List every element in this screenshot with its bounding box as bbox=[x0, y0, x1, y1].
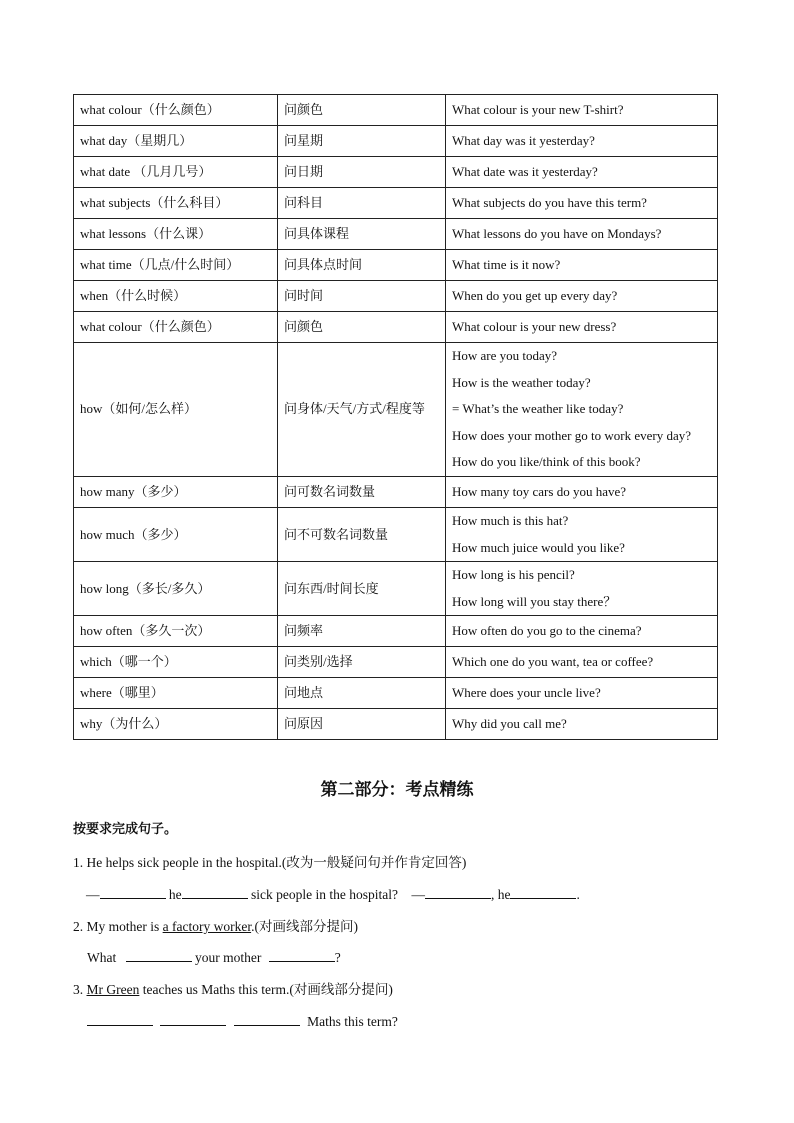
table-row bbox=[74, 507, 718, 561]
answer-blank[interactable] bbox=[510, 884, 576, 899]
example-sentence: What colour is your new dress? bbox=[452, 318, 617, 334]
example-sentence: What day was it yesterday? bbox=[452, 132, 595, 148]
example-cell bbox=[446, 476, 718, 507]
question-word-cell: what colour（什么颜色） bbox=[74, 95, 278, 126]
example-cell bbox=[446, 562, 718, 616]
table-row bbox=[74, 157, 718, 188]
answer-blank[interactable] bbox=[182, 884, 248, 899]
example-cell bbox=[446, 250, 718, 281]
usage-cell: 问具体点时间 bbox=[278, 250, 446, 281]
example-cell bbox=[446, 95, 718, 126]
table-row bbox=[74, 219, 718, 250]
table-row bbox=[74, 250, 718, 281]
example-sentence: When do you get up every day? bbox=[452, 287, 618, 303]
example-cell bbox=[446, 507, 718, 561]
table-row bbox=[74, 678, 718, 709]
section-instruction: 按要求完成句子。 bbox=[73, 822, 178, 837]
answer-blank[interactable] bbox=[160, 1011, 226, 1026]
example-cell bbox=[446, 157, 718, 188]
question-word-cell: when（什么时候） bbox=[74, 281, 278, 312]
dash: — bbox=[86, 887, 100, 902]
answer-blank[interactable] bbox=[269, 947, 335, 962]
example-cell bbox=[446, 126, 718, 157]
example-sentence: How much is this hat? bbox=[452, 512, 569, 528]
usage-cell: 问科目 bbox=[278, 188, 446, 219]
example-sentence: How many toy cars do you have? bbox=[452, 483, 627, 499]
exercise-2-text: 2. My mother is bbox=[73, 919, 163, 934]
word-he: he bbox=[168, 887, 182, 902]
usage-cell: 问频率 bbox=[278, 616, 446, 647]
usage-cell: 问具体课程 bbox=[278, 219, 446, 250]
exercise-1-text: 1. He helps sick people in the hospital.(改为一般疑问句并作肯定回答) bbox=[73, 855, 467, 870]
usage-cell: 问原因 bbox=[278, 709, 446, 740]
question-word-cell: how（如何/怎么样） bbox=[74, 343, 278, 477]
question-word-cell: which（哪一个） bbox=[74, 647, 278, 678]
question-word-cell: what lessons（什么课） bbox=[74, 219, 278, 250]
table-row bbox=[74, 95, 718, 126]
exercise-3-answer-line bbox=[87, 1011, 398, 1030]
table-row bbox=[74, 343, 718, 477]
example-cell bbox=[446, 343, 718, 477]
sentence-tail: Maths this term? bbox=[307, 1014, 398, 1029]
table-row bbox=[74, 616, 718, 647]
example-sentence: How do you like/think of this book? bbox=[452, 454, 641, 470]
exercise-2-note: .(对画线部分提问) bbox=[251, 919, 358, 934]
example-cell bbox=[446, 188, 718, 219]
underlined-phrase: a factory worker bbox=[162, 919, 252, 934]
answer-blank[interactable] bbox=[100, 884, 166, 899]
phrase-your-mother: your mother bbox=[195, 950, 262, 965]
dash: — bbox=[411, 887, 425, 902]
question-word-cell: what date （几月几号） bbox=[74, 157, 278, 188]
example-sentence: How long is his pencil? bbox=[452, 567, 575, 583]
usage-cell: 问日期 bbox=[278, 157, 446, 188]
example-sentence: How does your mother go to work every day? bbox=[452, 427, 691, 443]
example-sentence: How long will you stay there？ bbox=[452, 593, 617, 609]
question-word-cell: what colour（什么颜色） bbox=[74, 312, 278, 343]
example-cell bbox=[446, 709, 718, 740]
example-sentence: What time is it now? bbox=[452, 256, 561, 272]
answer-blank[interactable] bbox=[126, 947, 192, 962]
usage-cell: 问颜色 bbox=[278, 312, 446, 343]
exercise-1-answer-line bbox=[86, 884, 580, 903]
table-row bbox=[74, 647, 718, 678]
usage-cell: 问不可数名词数量 bbox=[278, 507, 446, 561]
question-word-cell: why（为什么） bbox=[74, 709, 278, 740]
usage-cell: 问身体/天气/方式/程度等 bbox=[278, 343, 446, 477]
table-row bbox=[74, 281, 718, 312]
table-row bbox=[74, 709, 718, 740]
example-sentence: Which one do you want, tea or coffee? bbox=[452, 654, 654, 670]
example-cell bbox=[446, 647, 718, 678]
example-cell bbox=[446, 312, 718, 343]
exercise-3-number: 3. bbox=[73, 982, 87, 997]
exercise-1 bbox=[73, 851, 466, 871]
example-sentence: What subjects do you have this term? bbox=[452, 194, 647, 210]
exercise-3-text: teaches us Maths this term.(对画线部分提问) bbox=[139, 982, 393, 997]
word-what: What bbox=[87, 950, 117, 965]
example-sentence: Why did you call me? bbox=[452, 716, 567, 732]
exercise-3 bbox=[73, 978, 393, 998]
example-cell bbox=[446, 219, 718, 250]
usage-cell: 问星期 bbox=[278, 126, 446, 157]
example-sentence: How is the weather today? bbox=[452, 374, 591, 390]
question-word-table bbox=[73, 94, 718, 740]
period: . bbox=[576, 887, 580, 902]
question-mark: ? bbox=[334, 950, 341, 965]
question-word-cell: what day（星期几） bbox=[74, 126, 278, 157]
underlined-phrase: Mr Green bbox=[86, 982, 140, 997]
question-word-cell: how often（多久一次） bbox=[74, 616, 278, 647]
usage-cell: 问时间 bbox=[278, 281, 446, 312]
usage-cell: 问地点 bbox=[278, 678, 446, 709]
usage-cell: 问类别/选择 bbox=[278, 647, 446, 678]
answer-blank[interactable] bbox=[234, 1011, 300, 1026]
example-cell bbox=[446, 678, 718, 709]
example-sentence: How are you today? bbox=[452, 348, 558, 363]
example-sentence: = What’s the weather like today? bbox=[452, 401, 624, 417]
table-row bbox=[74, 188, 718, 219]
question-word-cell: what subjects（什么科目） bbox=[74, 188, 278, 219]
example-sentence: How much juice would you like? bbox=[452, 539, 625, 555]
example-sentence: Where does your uncle live? bbox=[452, 685, 601, 701]
question-word-cell: where（哪里） bbox=[74, 678, 278, 709]
answer-blank[interactable] bbox=[87, 1011, 153, 1026]
example-cell bbox=[446, 616, 718, 647]
table-row bbox=[74, 562, 718, 616]
exercise-2-answer-line bbox=[87, 947, 341, 966]
answer-blank[interactable] bbox=[425, 884, 491, 899]
example-sentence: How often do you go to the cinema? bbox=[452, 623, 642, 639]
example-sentence: What date was it yesterday? bbox=[452, 163, 598, 179]
question-word-cell: how long（多长/多久） bbox=[74, 562, 278, 616]
usage-cell: 问东西/时间长度 bbox=[278, 562, 446, 616]
question-word-cell: what time（几点/什么时间） bbox=[74, 250, 278, 281]
example-cell bbox=[446, 281, 718, 312]
example-sentence: What lessons do you have on Mondays? bbox=[452, 225, 662, 241]
question-word-cell: how many（多少） bbox=[74, 476, 278, 507]
example-sentence: What colour is your new T-shirt? bbox=[452, 101, 624, 117]
table-row bbox=[74, 476, 718, 507]
word-he: , he bbox=[490, 887, 511, 902]
section-title: 第二部分：考点精练 bbox=[320, 780, 474, 800]
exercise-2 bbox=[73, 915, 358, 935]
table-row bbox=[74, 312, 718, 343]
usage-cell: 问可数名词数量 bbox=[278, 476, 446, 507]
usage-cell: 问颜色 bbox=[278, 95, 446, 126]
sentence-rest: sick people in the hospital? bbox=[251, 887, 398, 902]
question-word-cell: how much（多少） bbox=[74, 507, 278, 561]
table-row bbox=[74, 126, 718, 157]
